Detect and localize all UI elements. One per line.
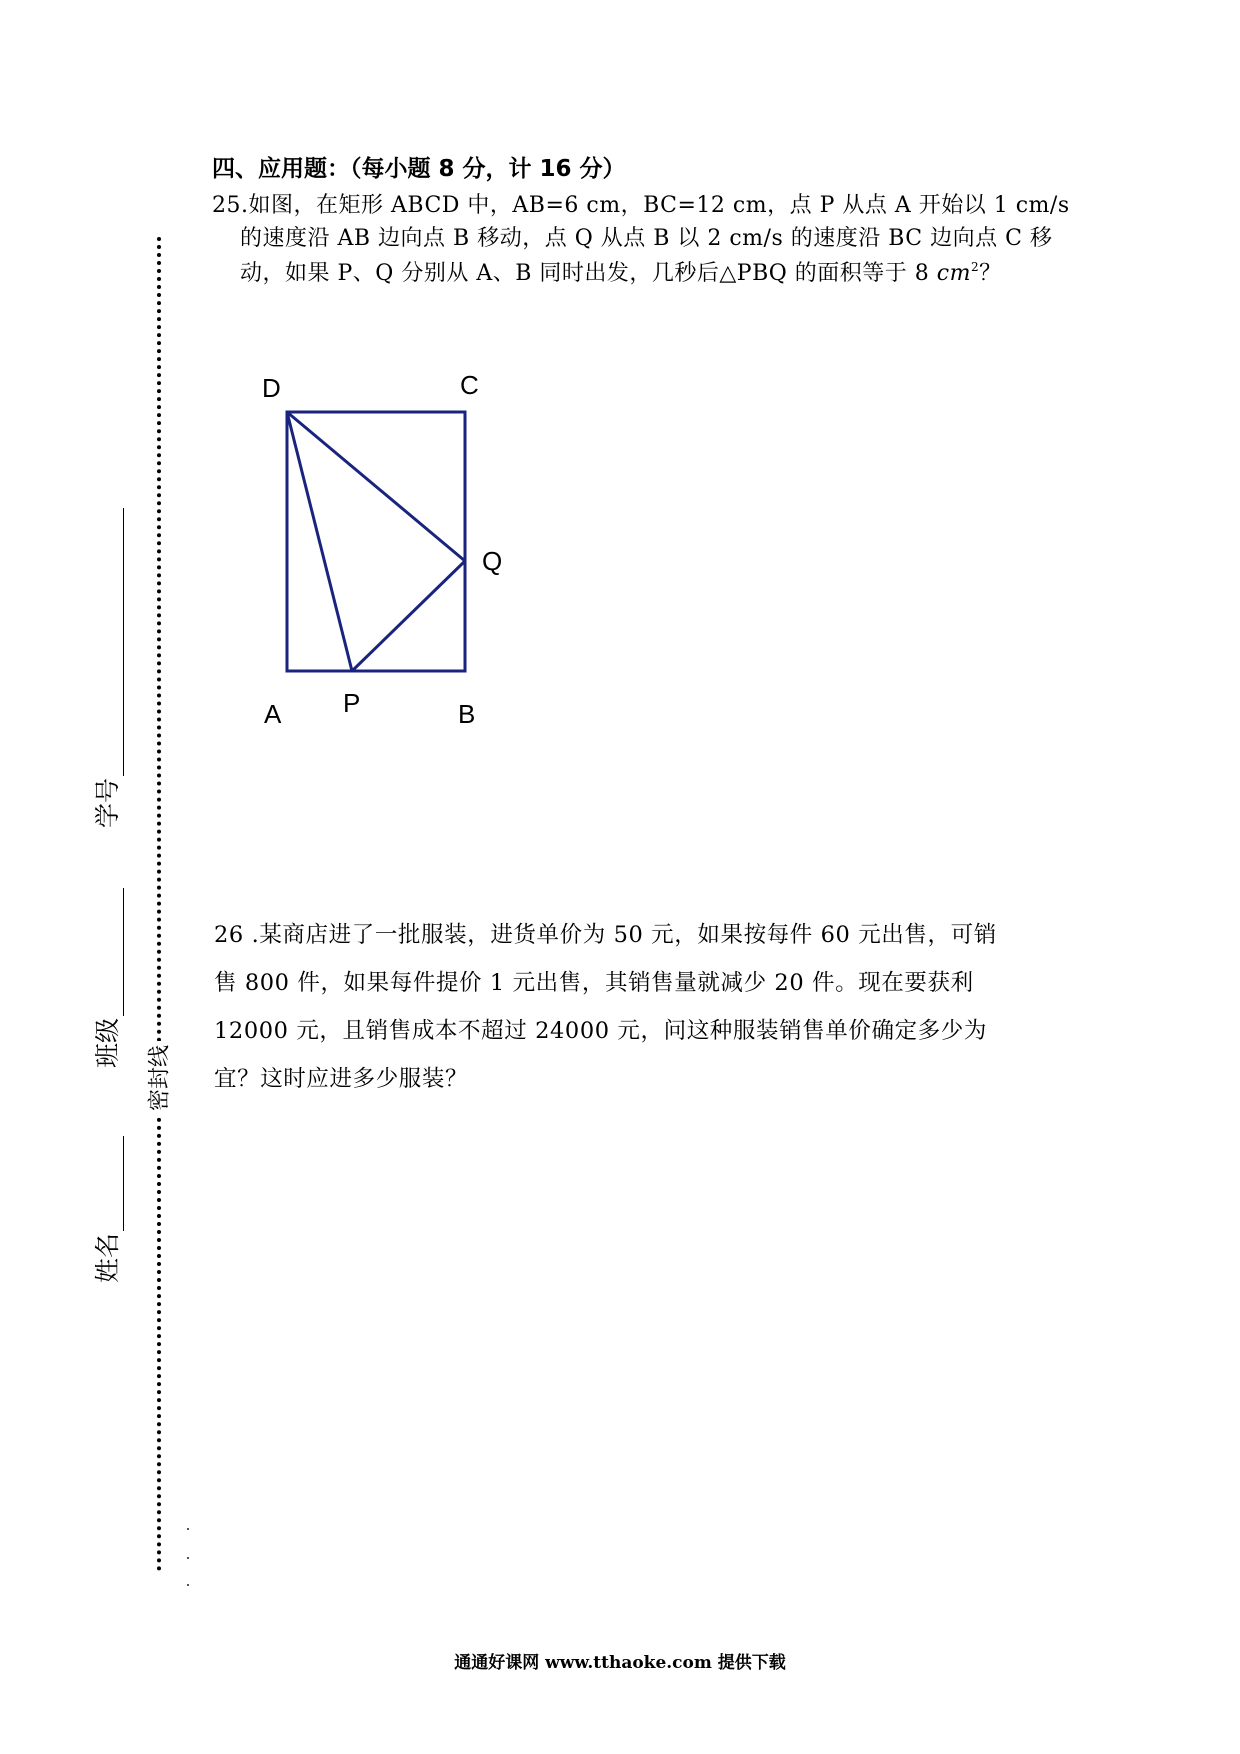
class-field-label: 班级 [93, 1017, 122, 1068]
label-p: P [343, 688, 361, 718]
q25-line-3-end: ？ [979, 261, 1002, 286]
q25-line-3-text: 动，如果 P、Q 分别从 A、B 同时出发，几秒后△PBQ 的面积等于 8 [240, 261, 937, 286]
q26-line-1: 26 .某商店进了一批服装，进货单价为 50 元，如果按每件 60 元出售，可销 [214, 922, 997, 948]
q26-line-4: 宜？这时应进多少服装？ [214, 1066, 469, 1092]
segment-dq [287, 412, 465, 561]
q26-line-3: 12000 元，且销售成本不超过 24000 元，问这种服装销售单价确定多少为 [214, 1018, 988, 1044]
segment-pq [352, 561, 465, 671]
footer-source: 通通好课网 www.tthaoke.com 提供下载 [454, 1653, 786, 1673]
label-d: D [262, 373, 281, 403]
area-unit-exponent: 2 [970, 260, 980, 274]
q25-line-2: 的速度沿 AB 边向点 B 移动，点 Q 从点 B 以 2 cm/s 的速度沿 BC 边向点 C 移 [240, 226, 1053, 251]
label-b: B [458, 699, 476, 729]
segment-dp [287, 412, 352, 671]
label-q: Q [482, 546, 503, 576]
section-heading: 四、应用题：（每小题 8 分，计 16 分） [212, 156, 626, 182]
q26-line-2: 售 800 件，如果每件提价 1 元出售，其销售量就减少 20 件。现在要获利 [214, 970, 974, 996]
label-a: A [264, 699, 282, 729]
q25-line-1: 25.如图，在矩形 ABCD 中，AB=6 cm，BC=12 cm，点 P 从点 A 开始以 1 cm/s [212, 193, 1070, 218]
name-field-label: 姓名 [93, 1232, 122, 1283]
label-c: C [460, 370, 479, 400]
area-unit: cm [936, 261, 971, 286]
seal-line-label: 密封线 [143, 1041, 174, 1115]
student-id-field-label: 学号 [93, 777, 122, 828]
rectangle-abcd [287, 412, 465, 671]
